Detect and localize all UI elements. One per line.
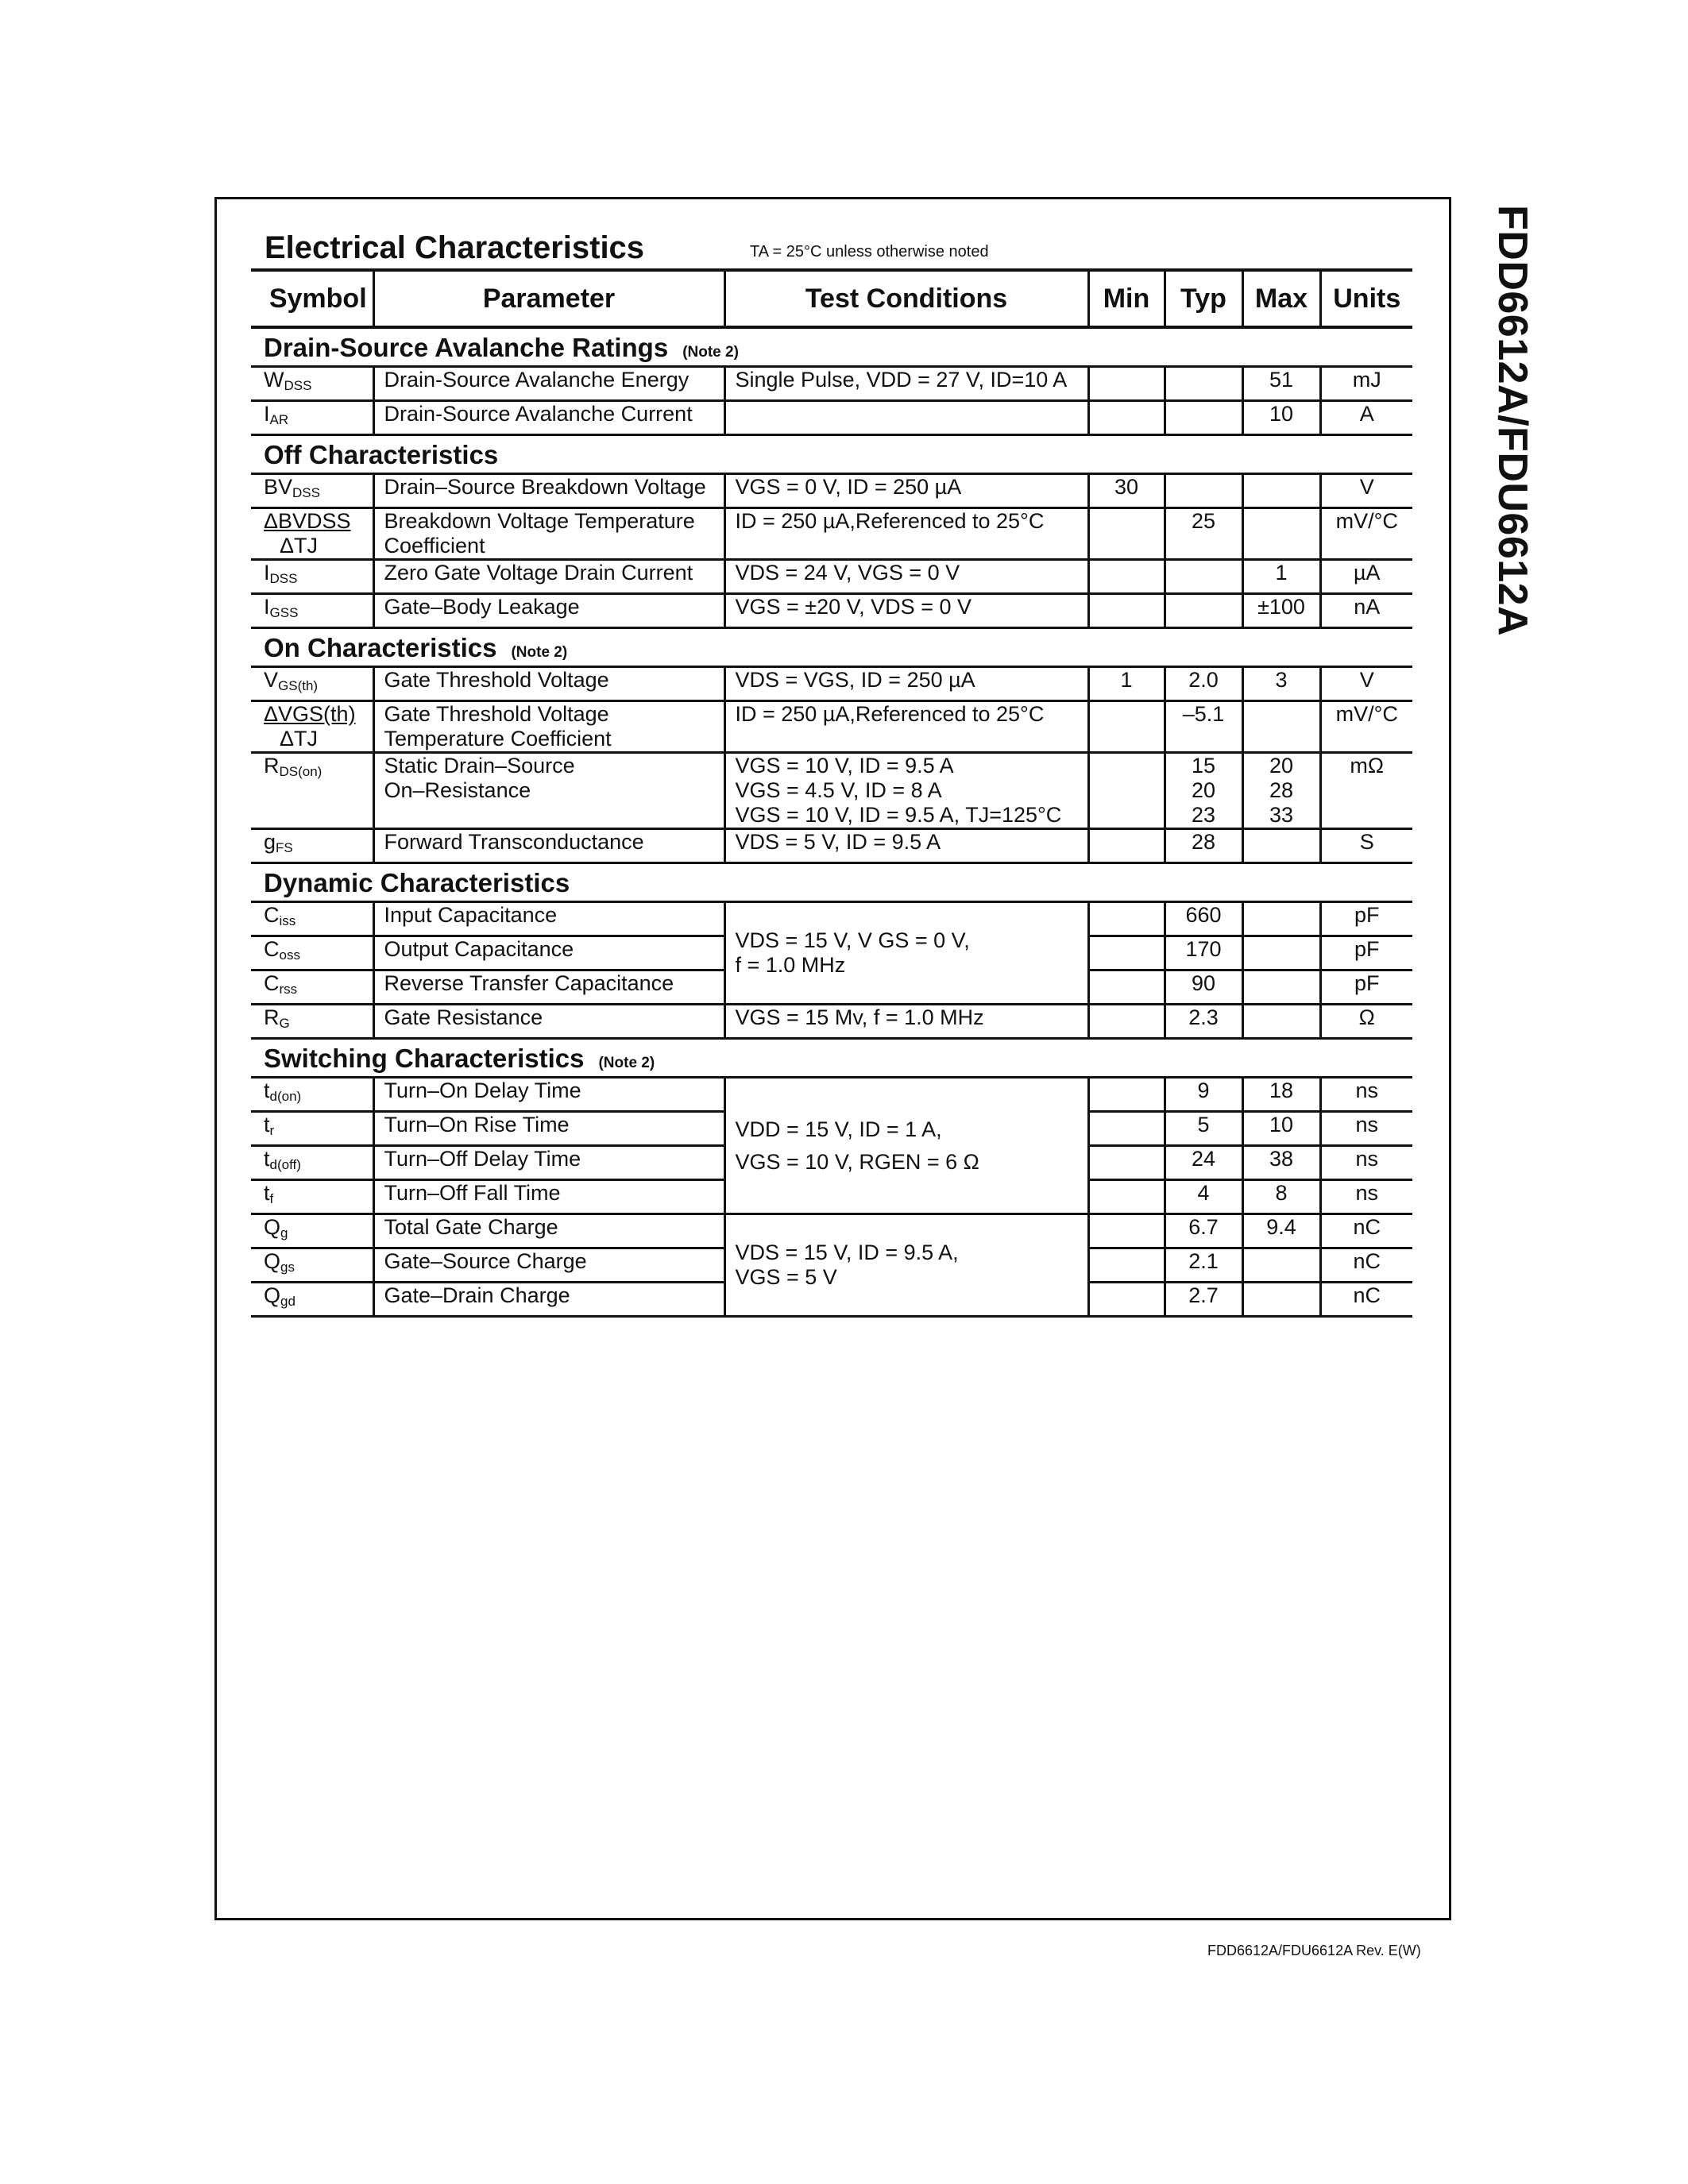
col-typ: Typ [1165, 270, 1242, 327]
table-row: $t_r$ Turn–On Rise Time 5 10 ns [251, 1112, 1412, 1146]
table-row: $t_f$ Turn–Off Fall Time 4 8 ns [251, 1180, 1412, 1214]
table-row: $t_{d(off)}$ Turn–Off Delay Time 24 38 ns [251, 1146, 1412, 1180]
table-row: $I_{GSS}$ Gate–Body Leakage VGS = ±20 V, VDS = 0 V ±100 nA [251, 594, 1412, 628]
table-row: $BV_{DSS}$ Drain–Source Breakdown Voltage VGS = 0 V, ID = 250 µA 30 V [251, 474, 1412, 508]
table-row: $I_{AR}$ Drain-Source Avalanche Current 10 A [251, 401, 1412, 435]
table-row: $t_{d(on)}$ Turn–On Delay Time VDD = 15 V, ID = 1 A, VGS = 10 V, RGEN = 6 Ω 9 18 ns [251, 1078, 1412, 1112]
page-title: Electrical Characteristics [265, 230, 645, 265]
table-row: $C_{oss}$ Output Capacitance 170 pF [251, 936, 1412, 970]
section-header: Dynamic Characteristics [251, 863, 1412, 902]
table-row: $V_{GS(th)}$ Gate Threshold Voltage VDS = VGS, ID = 250 µA 1 2.0 3 V [251, 667, 1412, 701]
col-max: Max [1242, 270, 1320, 327]
table-row: $g_{FS}$ Forward Transconductance VDS = 5 V, ID = 9.5 A 28 S [251, 829, 1412, 863]
table-row: $W_{DSS}$ Drain-Source Avalanche Energy Single Pulse, VDD = 27 V, ID=10 A 51 mJ [251, 367, 1412, 401]
table-row: $I_{DSS}$ Zero Gate Voltage Drain Current VDS = 24 V, VGS = 0 V 1 µA [251, 560, 1412, 594]
footer-revision: FDD6612A/FDU6612A Rev. E(W) [1207, 1943, 1421, 1958]
col-min: Min [1088, 270, 1165, 327]
section-header: Drain-Source Avalanche Ratings (Note 2) [251, 327, 1412, 367]
heading-note: TA = 25°C unless otherwise noted [750, 243, 989, 260]
section-header: Off Characteristics [251, 435, 1412, 474]
side-part-number: FDD6612A/FDU6612A [1489, 205, 1535, 637]
table-row: $Q_{gs}$ Gate–Source Charge 2.1 nC [251, 1248, 1412, 1283]
table-row: $C_{rss}$ Reverse Transfer Capacitance 90 pF [251, 970, 1412, 1005]
table-row: $R_{DS(on)}$ Static Drain–Source On–Resistance VGS = 10 V, ID = 9.5 A VGS = 4.5 V, ID = 8 A VGS = 10 V, ID = 9.5 A, TJ=125°C 15 20 23 20 28 33 mΩ [251, 753, 1412, 829]
table-header [251, 270, 1412, 327]
table-row: $C_{iss}$ Input Capacitance VDS = 15 V, V GS = 0 V, f = 1.0 MHz 660 pF [251, 902, 1412, 936]
table-row: ΔVGS(th) ΔTJ Gate Threshold Voltage Temperature Coefficient ID = 250 µA,Referenced to 25°C –5.1 mV/°C [251, 701, 1412, 753]
table-row: $Q_g$ Total Gate Charge VDS = 15 V, ID = 9.5 A, VGS = 5 V 6.7 9.4 nC [251, 1214, 1412, 1248]
section-header: On Characteristics (Note 2) [251, 628, 1412, 667]
col-units: Units [1320, 270, 1412, 327]
table-row: $Q_{gd}$ Gate–Drain Charge 2.7 nC [251, 1283, 1412, 1317]
col-symbol: Symbol [251, 270, 373, 327]
col-parameter: Parameter [373, 270, 724, 327]
table-row: ΔBVDSS ΔTJ Breakdown Voltage Temperature Coefficient ID = 250 µA,Referenced to 25°C 25 mV/°C [251, 508, 1412, 560]
section-header: Switching Characteristics (Note 2) [251, 1039, 1412, 1078]
table-row: $R_G$ Gate Resistance VGS = 15 Mv, f = 1.0 MHz 2.3 Ω [251, 1005, 1412, 1039]
col-test-conditions: Test Conditions [724, 270, 1088, 327]
characteristics-table [251, 268, 1412, 1318]
